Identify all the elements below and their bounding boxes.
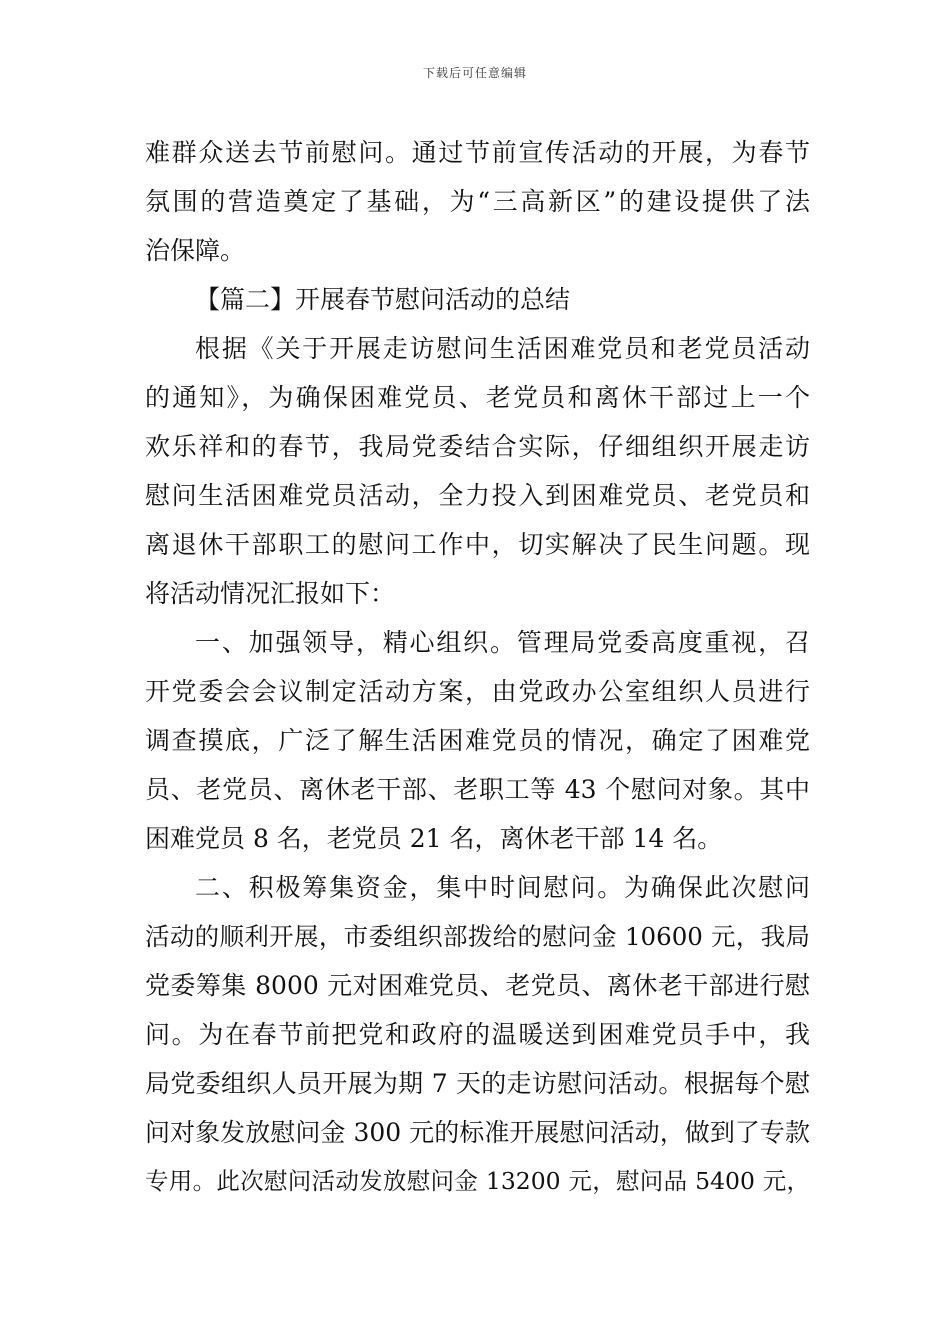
section-title: 【篇二】开展春节慰问活动的总结 xyxy=(195,285,571,314)
text-line: 开党委会会议制定活动方案，由党政办公室组织人员进行 xyxy=(145,677,810,706)
text-line: 将活动情况汇报如下： xyxy=(145,579,396,608)
text-line: 难群众送去节前慰问。通过节前宣传活动的开展，为春节 xyxy=(145,138,810,167)
page-header: 下载后可任意编辑 xyxy=(422,66,527,80)
text-line: 欢乐祥和的春节，我局党委结合实际，仔细组织开展走访 xyxy=(145,432,810,461)
document-body xyxy=(145,128,810,1206)
text-line: 活动的顺利开展，市委组织部拨给的慰问金 10600 元，我局 xyxy=(145,922,810,951)
text-line: 困难党员 8 名，老党员 21 名，离休老干部 14 名。 xyxy=(145,824,723,853)
text-line: 氛围的营造奠定了基础，为“三高新区”的建设提供了法 xyxy=(145,187,810,216)
text-line: 一、加强领导，精心组织。管理局党委高度重视，召 xyxy=(195,628,810,657)
text-line: 根据《关于开展走访慰问生活困难党员和老党员活动 xyxy=(195,334,810,363)
text-line: 的通知》，为确保困难党员、老党员和离休干部过上一个 xyxy=(145,383,810,412)
text-line: 离退休干部职工的慰问工作中，切实解决了民生问题。现 xyxy=(145,530,810,559)
text-line: 治保障。 xyxy=(145,236,246,265)
text-line: 问。为在春节前把党和政府的温暖送到困难党员手中，我 xyxy=(145,1020,810,1049)
text-line: 专用。此次慰问活动发放慰问金 13200 元，慰问品 5400 元， xyxy=(145,1167,810,1195)
text-line: 局党委组织人员开展为期 7 天的走访慰问活动。根据每个慰 xyxy=(145,1069,810,1098)
text-line: 调查摸底，广泛了解生活困难党员的情况，确定了困难党 xyxy=(145,726,810,755)
text-line: 慰问生活困难党员活动，全力投入到困难党员、老党员和 xyxy=(145,481,810,510)
text-line: 二、积极筹集资金，集中时间慰问。为确保此次慰问 xyxy=(195,873,810,902)
text-line: 党委筹集 8000 元对困难党员、老党员、离休老干部进行慰 xyxy=(145,971,810,1000)
text-line: 问对象发放慰问金 300 元的标准开展慰问活动，做到了专款 xyxy=(145,1118,810,1147)
text-line: 员、老党员、离休老干部、老职工等 43 个慰问对象。其中 xyxy=(145,775,810,804)
